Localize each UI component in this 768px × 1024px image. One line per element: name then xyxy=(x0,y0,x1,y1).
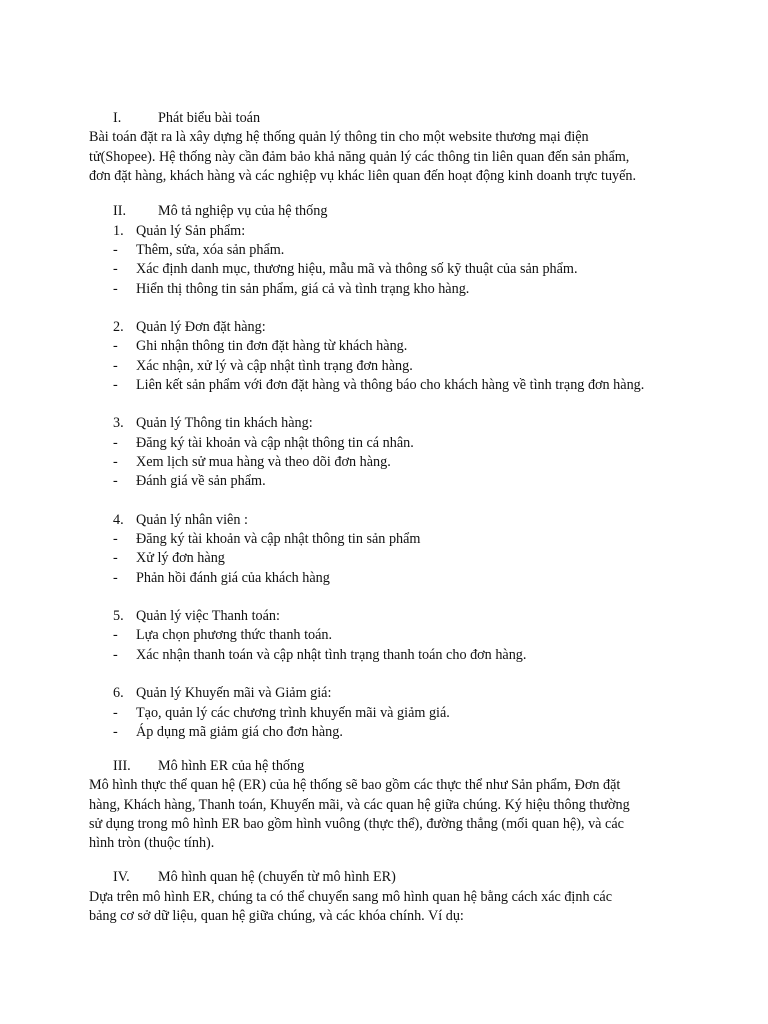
bullet-marker: - xyxy=(113,627,118,643)
list-item: Ghi nhận thông tin đơn đặt hàng từ khách hàng. xyxy=(136,338,408,354)
list-item: Thêm, sửa, xóa sản phẩm. xyxy=(136,242,285,258)
group-2-number: 2. xyxy=(113,319,124,335)
section-1-paragraph-line: Bài toán đặt ra là xây dựng hệ thống quản lý thông tin cho một website thương mại điện xyxy=(89,129,589,145)
group-3-title: Quản lý Thông tin khách hàng: xyxy=(136,415,313,431)
bullet-marker: - xyxy=(113,281,118,297)
bullet-marker: - xyxy=(113,454,118,470)
section-1-paragraph-line: tử(Shopee). Hệ thống này cần đảm bảo khả năng quản lý các thông tin liên quan đến sản phẩm, xyxy=(89,149,630,165)
section-1-heading: Phát biểu bài toán xyxy=(158,110,261,126)
section-3-paragraph-line: hình tròn (thuộc tính). xyxy=(89,835,215,851)
bullet-marker: - xyxy=(113,647,118,663)
bullet-marker: - xyxy=(113,550,118,566)
bullet-marker: - xyxy=(113,724,118,740)
section-4-paragraph-line: bảng cơ sở dữ liệu, quan hệ giữa chúng, và các khóa chính. Ví dụ: xyxy=(89,908,464,924)
bullet-marker: - xyxy=(113,242,118,258)
list-item: Áp dụng mã giảm giá cho đơn hàng. xyxy=(136,724,343,740)
group-4-title: Quản lý nhân viên : xyxy=(136,512,248,528)
bullet-marker: - xyxy=(113,377,118,393)
bullet-marker: - xyxy=(113,705,118,721)
section-2-numeral: II. xyxy=(113,203,126,219)
bullet-marker: - xyxy=(113,261,118,277)
bullet-marker: - xyxy=(113,435,118,451)
list-item: Tạo, quản lý các chương trình khuyến mãi và giảm giá. xyxy=(136,705,450,721)
list-item: Liên kết sản phẩm với đơn đặt hàng và thông báo cho khách hàng về tình trạng đơn hàng. xyxy=(136,377,645,393)
list-item: Xác nhận, xử lý và cập nhật tình trạng đơn hàng. xyxy=(136,358,413,374)
section-2-heading: Mô tả nghiệp vụ của hệ thống xyxy=(158,203,328,219)
list-item: Phản hồi đánh giá của khách hàng xyxy=(136,570,330,586)
group-1-number: 1. xyxy=(113,223,124,239)
section-4-numeral: IV. xyxy=(113,869,130,885)
section-3-numeral: III. xyxy=(113,758,131,774)
bullet-marker: - xyxy=(113,358,118,374)
section-4-paragraph-line: Dựa trên mô hình ER, chúng ta có thể chuyển sang mô hình quan hệ bằng cách xác định các xyxy=(89,889,613,905)
group-5-number: 5. xyxy=(113,608,124,624)
list-item: Xác định danh mục, thương hiệu, mẫu mã và thông số kỹ thuật của sản phẩm. xyxy=(136,261,578,277)
list-item: Đăng ký tài khoản và cập nhật thông tin sản phẩm xyxy=(136,531,421,547)
group-5-title: Quản lý việc Thanh toán: xyxy=(136,608,280,624)
bullet-marker: - xyxy=(113,570,118,586)
list-item: Hiển thị thông tin sản phẩm, giá cả và tình trạng kho hàng. xyxy=(136,281,470,297)
list-item: Xem lịch sử mua hàng và theo dõi đơn hàng. xyxy=(136,454,391,470)
bullet-marker: - xyxy=(113,531,118,547)
group-3-number: 3. xyxy=(113,415,124,431)
group-6-number: 6. xyxy=(113,685,124,701)
bullet-marker: - xyxy=(113,338,118,354)
group-4-number: 4. xyxy=(113,512,124,528)
list-item: Đánh giá về sản phẩm. xyxy=(136,473,266,489)
section-1-paragraph-line: đơn đặt hàng, khách hàng và các nghiệp vụ khác liên quan đến hoạt động kinh doanh trực tuyến. xyxy=(89,168,637,184)
section-4-heading: Mô hình quan hệ (chuyển từ mô hình ER) xyxy=(158,869,396,885)
list-item: Lựa chọn phương thức thanh toán. xyxy=(136,627,333,643)
section-3-paragraph-line: Mô hình thực thể quan hệ (ER) của hệ thống sẽ bao gồm các thực thể như Sản phẩm, Đơn đặt xyxy=(89,777,621,793)
group-6-title: Quản lý Khuyến mãi và Giảm giá: xyxy=(136,685,332,701)
bullet-marker: - xyxy=(113,473,118,489)
list-item: Xác nhận thanh toán và cập nhật tình trạng thanh toán cho đơn hàng. xyxy=(136,647,527,663)
group-1-title: Quản lý Sản phẩm: xyxy=(136,223,246,239)
list-item: Xử lý đơn hàng xyxy=(136,550,225,566)
section-3-paragraph-line: hàng, Khách hàng, Thanh toán, Khuyến mãi, và các quan hệ giữa chúng. Ký hiệu thông thường xyxy=(89,797,630,813)
section-3-paragraph-line: sử dụng trong mô hình ER bao gồm hình vuông (thực thể), đường thẳng (mối quan hệ), và các xyxy=(89,816,624,832)
section-1-numeral: I. xyxy=(113,110,122,126)
list-item: Đăng ký tài khoản và cập nhật thông tin cá nhân. xyxy=(136,435,414,451)
group-2-title: Quản lý Đơn đặt hàng: xyxy=(136,319,266,335)
section-3-heading: Mô hình ER của hệ thống xyxy=(158,758,305,774)
